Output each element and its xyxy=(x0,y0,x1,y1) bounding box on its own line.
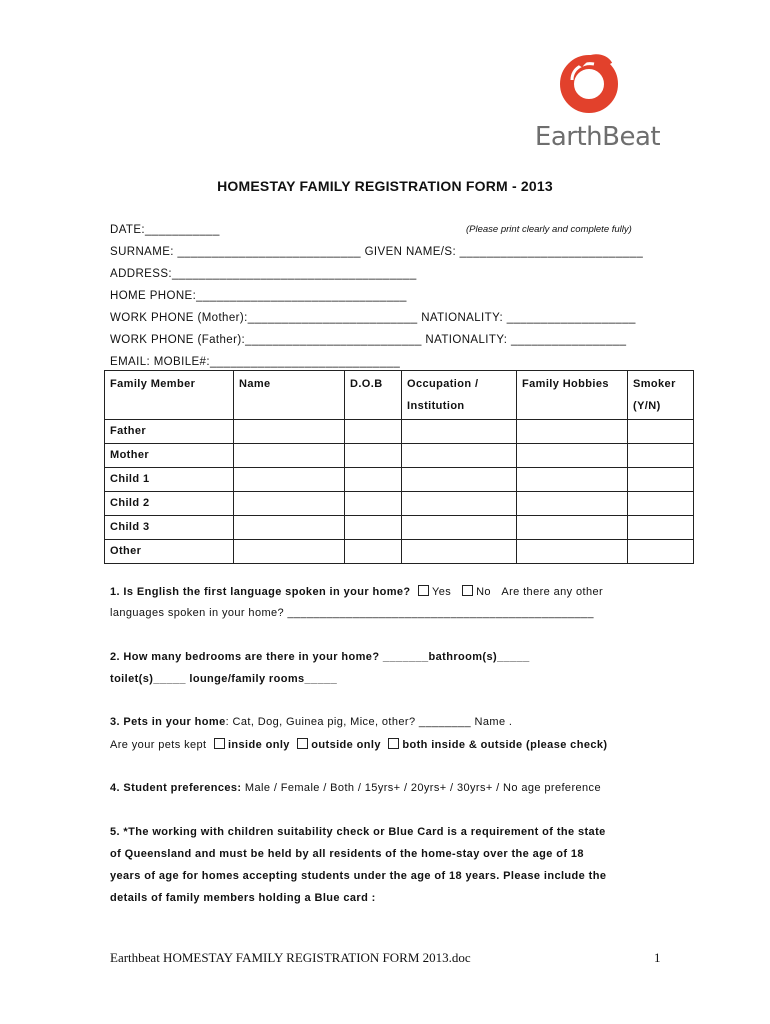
dob-cell[interactable] xyxy=(345,420,402,444)
occupation-cell[interactable] xyxy=(402,492,517,516)
header-occupation: Occupation / Institution xyxy=(402,371,517,420)
q1-yes-label: Yes xyxy=(432,586,452,598)
q2-rooms-line[interactable]: toilet(s)_____ lounge/family rooms_____ xyxy=(110,673,338,685)
inside-only-checkbox[interactable] xyxy=(214,738,225,749)
name-cell[interactable] xyxy=(234,492,345,516)
name-cell[interactable] xyxy=(234,516,345,540)
work-phone-mother-field[interactable]: WORK PHONE (Mother):_________________________ NATIONALITY: ___________________ xyxy=(110,312,636,324)
occupation-cell[interactable] xyxy=(402,420,517,444)
question-4 xyxy=(110,782,601,794)
both-label: both inside & outside (please check) xyxy=(402,739,608,751)
occupation-cell[interactable] xyxy=(402,444,517,468)
hobbies-cell[interactable] xyxy=(517,540,628,564)
table-row xyxy=(105,468,694,492)
table-row xyxy=(105,492,694,516)
logo-wordmark: EarthBeat xyxy=(534,122,661,152)
q1-other-languages-field[interactable]: languages spoken in your home? _______________________________________________ xyxy=(110,607,594,619)
header-name: Name xyxy=(234,371,345,420)
hobbies-cell[interactable] xyxy=(517,492,628,516)
both-checkbox[interactable] xyxy=(388,738,399,749)
occupation-cell[interactable] xyxy=(402,540,517,564)
occupation-cell[interactable] xyxy=(402,516,517,540)
question-3 xyxy=(110,716,512,728)
q5-line-3: years of age for homes accepting students under the age of 18 years. Please include the xyxy=(110,870,607,882)
q1-yes-checkbox[interactable] xyxy=(418,585,429,596)
smoker-cell[interactable] xyxy=(628,420,694,444)
q3-pets-text: : Cat, Dog, Guinea pig, Mice, other? ________ Name . xyxy=(225,716,513,728)
earthbeat-logo xyxy=(530,50,670,155)
q3-kept-prefix: Are your pets kept xyxy=(110,739,207,751)
name-cell[interactable] xyxy=(234,444,345,468)
q1-no-checkbox[interactable] xyxy=(462,585,473,596)
hobbies-cell[interactable] xyxy=(517,444,628,468)
outside-only-checkbox[interactable] xyxy=(297,738,308,749)
work-phone-father-field[interactable]: WORK PHONE (Father):__________________________ NATIONALITY: _________________ xyxy=(110,334,627,346)
row-label: Child 2 xyxy=(105,492,234,516)
address-field[interactable]: ADDRESS:____________________________________ xyxy=(110,268,417,280)
surname-field[interactable]: SURNAME: ___________________________ GIVEN NAME/S: ___________________________ xyxy=(110,246,644,258)
q2-bedrooms-line[interactable]: 2. How many bedrooms are there in your home? _______bathroom(s)_____ xyxy=(110,651,530,663)
page-title: HOMESTAY FAMILY REGISTRATION FORM - 2013 xyxy=(217,178,553,194)
dob-cell[interactable] xyxy=(345,444,402,468)
table-row xyxy=(105,540,694,564)
page-number: 1 xyxy=(654,950,661,965)
question-1 xyxy=(110,585,603,598)
dob-cell[interactable] xyxy=(345,468,402,492)
table-header-row xyxy=(105,371,694,420)
row-label: Other xyxy=(105,540,234,564)
row-label: Child 1 xyxy=(105,468,234,492)
earthbeat-ring-icon xyxy=(558,50,620,116)
row-label: Father xyxy=(105,420,234,444)
hobbies-cell[interactable] xyxy=(517,468,628,492)
dob-cell[interactable] xyxy=(345,540,402,564)
table-row xyxy=(105,516,694,540)
smoker-cell[interactable] xyxy=(628,516,694,540)
inside-only-label: inside only xyxy=(227,739,290,751)
header-family-hobbies: Family Hobbies xyxy=(517,371,628,420)
email-mobile-field[interactable]: EMAIL: MOBILE#:____________________________ xyxy=(110,356,401,368)
q4-label: 4. Student preferences: xyxy=(110,782,242,794)
q1-after-text: Are there any other xyxy=(501,586,604,598)
dob-cell[interactable] xyxy=(345,516,402,540)
q3-pets-kept xyxy=(110,738,607,751)
row-label: Mother xyxy=(105,444,234,468)
row-label: Child 3 xyxy=(105,516,234,540)
q1-text: 1. Is English the first language spoken in your home? xyxy=(110,586,411,598)
family-members-table xyxy=(104,370,694,564)
header-family-member: Family Member xyxy=(105,371,234,420)
q5-line-1: 5. *The working with children suitability check or Blue Card is a requirement of the state xyxy=(110,826,606,838)
occupation-cell[interactable] xyxy=(402,468,517,492)
smoker-cell[interactable] xyxy=(628,444,694,468)
table-row xyxy=(105,420,694,444)
footer-document-name: Earthbeat HOMESTAY FAMILY REGISTRATION FORM 2013.doc xyxy=(110,950,471,965)
q4-options: Male / Female / Both / 15yrs+ / 20yrs+ / 30yrs+ / No age preference xyxy=(241,782,601,794)
outside-only-label: outside only xyxy=(311,739,381,751)
q5-line-2: of Queensland and must be held by all residents of the home-stay over the age of 18 xyxy=(110,848,584,860)
smoker-cell[interactable] xyxy=(628,540,694,564)
hobbies-cell[interactable] xyxy=(517,516,628,540)
dob-cell[interactable] xyxy=(345,492,402,516)
header-dob: D.O.B xyxy=(345,371,402,420)
smoker-cell[interactable] xyxy=(628,492,694,516)
name-cell[interactable] xyxy=(234,540,345,564)
date-field[interactable]: DATE:___________ xyxy=(110,224,220,236)
hobbies-cell[interactable] xyxy=(517,420,628,444)
q3-label: 3. Pets in your home xyxy=(110,716,226,728)
q5-line-4: details of family members holding a Blue card : xyxy=(110,892,376,904)
home-phone-field[interactable]: HOME PHONE:_______________________________ xyxy=(110,290,407,302)
table-row xyxy=(105,444,694,468)
print-note: (Please print clearly and complete fully) xyxy=(466,224,632,235)
name-cell[interactable] xyxy=(234,468,345,492)
header-smoker: Smoker (Y/N) xyxy=(628,371,694,420)
smoker-cell[interactable] xyxy=(628,468,694,492)
name-cell[interactable] xyxy=(234,420,345,444)
q1-no-label: No xyxy=(476,586,491,598)
